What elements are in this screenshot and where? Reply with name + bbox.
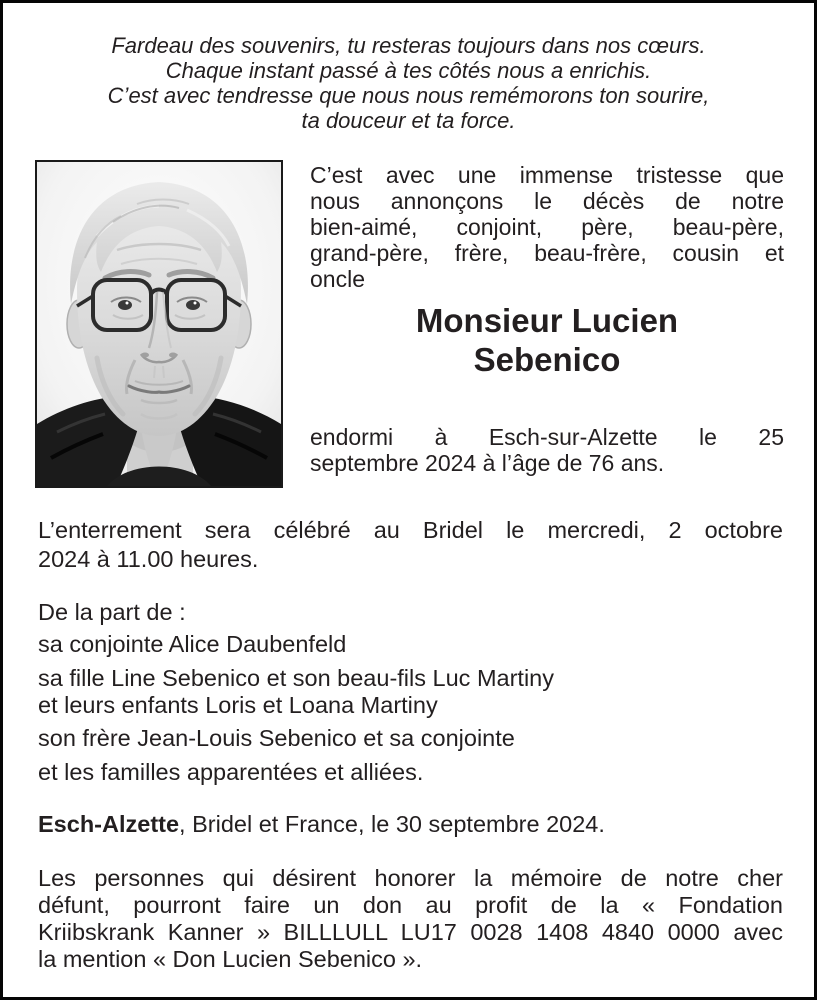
header-row <box>35 160 784 488</box>
announcement-line: nous annonçons le décès de notre <box>310 188 784 214</box>
funeral-paragraph <box>38 516 783 574</box>
donation-line: défunt, pourront faire un don au profit de la « Fondation <box>38 892 783 918</box>
funeral-line: 2024 à 11.00 heures. <box>38 546 259 572</box>
notice-body <box>38 516 783 973</box>
epigraph-line: Fardeau des souvenirs, tu resteras toujours dans nos cœurs. <box>111 33 706 58</box>
portrait-photo <box>35 160 283 488</box>
family-member-group <box>38 665 783 719</box>
death-line: septembre 2024 à l’âge de 76 ans. <box>310 450 665 476</box>
family-member: sa conjointe Alice Daubenfeld <box>38 631 347 657</box>
funeral-line: L’enterrement sera célébré au Bridel le mercredi, 2 octobre <box>38 517 783 543</box>
place-date-line <box>38 810 783 839</box>
announcement-line: C’est avec une immense tristesse que <box>310 162 784 188</box>
city-name: Esch-Alzette <box>38 811 180 837</box>
epigraph-line: C’est avec tendresse que nous nous remémorons ton sourire, <box>107 83 710 108</box>
announcement-line: bien-aimé, conjoint, père, beau-père, <box>310 214 784 240</box>
portrait-illustration <box>37 162 281 486</box>
family-member: sa fille Line Sebenico et son beau-fils Luc Martiny <box>38 665 554 691</box>
family-member: et leurs enfants Loris et Loana Martiny <box>38 692 438 718</box>
donation-paragraph <box>38 865 783 973</box>
deceased-name-line: Monsieur Lucien <box>415 302 679 339</box>
announcement-line: oncle <box>310 266 365 292</box>
donation-line: Les personnes qui désirent honorer la mémoire de notre cher <box>38 865 783 891</box>
deceased-name <box>310 301 784 379</box>
death-line: endormi à Esch-sur-Alzette le 25 <box>310 424 784 450</box>
epigraph-line: ta douceur et ta force. <box>301 108 516 133</box>
donation-line: Kriibskrank Kanner » BILLLULL LU17 0028 1408 4840 0000 avec <box>38 919 783 945</box>
announcement-line: grand-père, frère, beau-frère, cousin et <box>310 240 784 266</box>
announcement-paragraph <box>310 162 784 292</box>
epigraph <box>3 33 814 133</box>
place-date-rest: , Bridel et France, le 30 septembre 2024. <box>179 811 605 837</box>
from-heading: De la part de : <box>38 599 186 625</box>
donation-line: la mention « Don Lucien Sebenico ». <box>38 946 423 972</box>
deceased-name-line: Sebenico <box>473 341 621 378</box>
announcement-column <box>310 160 784 476</box>
family-member: son frère Jean-Louis Sebenico et sa conjointe <box>38 725 515 751</box>
epigraph-line: Chaque instant passé à tes côtés nous a enrichis. <box>165 58 652 83</box>
family-member: et les familles apparentées et alliées. <box>38 759 424 785</box>
death-paragraph <box>310 424 784 476</box>
